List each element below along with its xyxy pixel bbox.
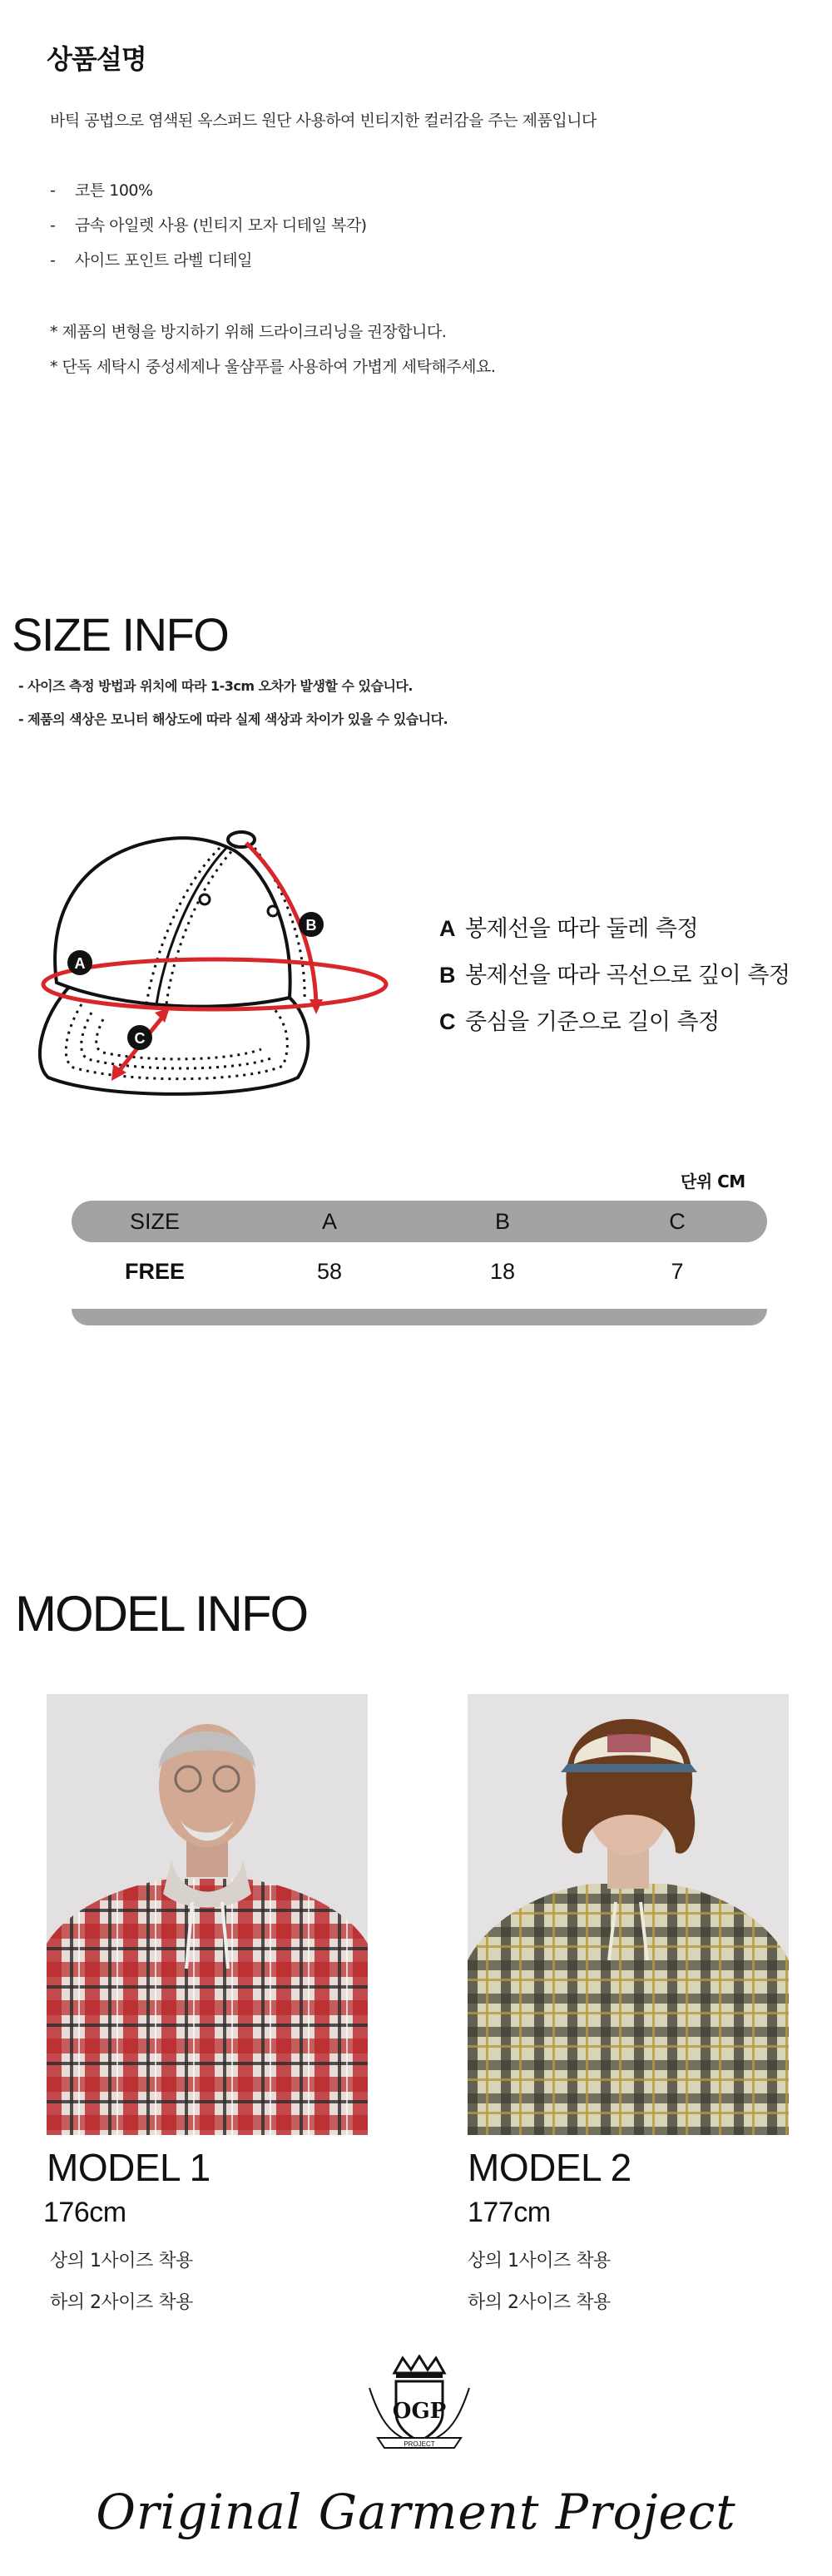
model-2-height: 177cm — [468, 2197, 551, 2228]
diagram-label-c: C — [134, 1030, 146, 1047]
diagram-label-a: A — [74, 955, 86, 972]
care-note: * 제품의 변형을 방지하기 위해 드라이크리닝을 권장합니다. — [50, 323, 447, 341]
model-1-name: MODEL 1 — [47, 2146, 210, 2189]
model-1-photo — [47, 1694, 368, 2135]
size-note: - 사이즈 측정 방법과 위치에 따라 1-3cm 오차가 발생할 수 있습니다. — [18, 678, 413, 694]
model-info-title: MODEL INFO — [15, 1586, 308, 1642]
table-cell-b: 18 — [489, 1259, 516, 1284]
size-table — [72, 1201, 767, 1325]
product-title: 상품설명 — [47, 43, 146, 75]
model-1-top-size: 상의 1사이즈 착용 — [50, 2251, 193, 2271]
product-bullet: - 사이드 포인트 라벨 디테일 — [50, 251, 253, 270]
model-1-height: 176cm — [43, 2197, 126, 2228]
table-cell-size: FREE — [124, 1259, 185, 1284]
size-info-title: SIZE INFO — [12, 608, 229, 661]
table-cell-c: 7 — [671, 1259, 684, 1284]
measurement-b: B 봉제선을 따라 곡선으로 깊이 측정 — [439, 963, 790, 988]
size-note: - 제품의 색상은 모니터 해상도에 따라 실제 색상과 차이가 있을 수 있습니다. — [18, 711, 448, 727]
model-2-name: MODEL 2 — [468, 2146, 631, 2189]
table-cell-a: 58 — [316, 1259, 343, 1284]
diagram-label-b: B — [305, 917, 317, 934]
unit-label: 단위 CM — [681, 1172, 745, 1191]
model-1-bottom-size: 하의 2사이즈 착용 — [50, 2292, 193, 2313]
model-2-top-size: 상의 1사이즈 착용 — [468, 2251, 611, 2271]
table-header-a: A — [321, 1209, 337, 1234]
product-bullet: - 금속 아일렛 사용 (빈티지 모자 디테일 복각) — [50, 216, 367, 235]
table-header-c: C — [669, 1209, 686, 1234]
table-header-b: B — [494, 1209, 510, 1234]
measurement-c: C 중심을 기준으로 길이 측정 — [439, 1009, 720, 1035]
product-bullet: - 코튼 100% — [50, 181, 153, 200]
model-2-bottom-size: 하의 2사이즈 착용 — [468, 2292, 611, 2313]
measurement-a: A 봉제선을 따라 둘레 측정 — [439, 916, 699, 942]
crest-ribbon-text: PROJECT — [404, 2440, 435, 2448]
product-description: 바틱 공법으로 염색된 옥스퍼드 원단 사용하여 빈티지한 컬러감을 주는 제품입니다 — [50, 111, 597, 130]
brand-name: Original Garment Project — [96, 2484, 736, 2540]
crest-monogram: OGP — [392, 2399, 447, 2424]
table-bottom-bar — [72, 1309, 767, 1325]
brand-crest-logo — [361, 2355, 478, 2463]
care-note: * 단독 세탁시 중성세제나 울샴푸를 사용하여 가볍게 세탁해주세요. — [50, 358, 496, 376]
model-2-photo — [468, 1694, 789, 2135]
table-header-size: SIZE — [129, 1209, 180, 1234]
cap-measurement-diagram — [23, 820, 406, 1107]
